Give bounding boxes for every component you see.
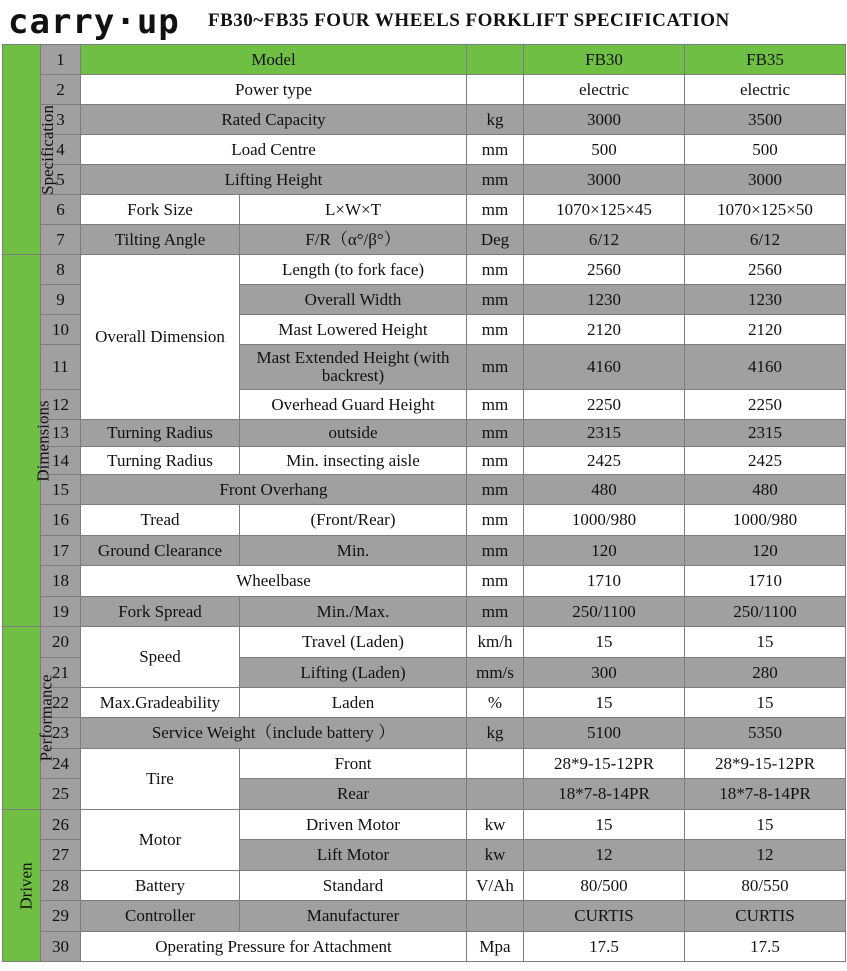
unit-cell: kg bbox=[467, 105, 524, 135]
row-number: 3 bbox=[41, 105, 81, 135]
unit-cell: mm bbox=[467, 505, 524, 536]
group-label: Speed bbox=[81, 627, 240, 688]
table-row bbox=[3, 105, 846, 135]
spec-label: Model bbox=[81, 45, 467, 75]
fb35-value: 18*7-8-14PR bbox=[685, 779, 846, 810]
row-number: 7 bbox=[41, 225, 81, 255]
row-number: 10 bbox=[41, 315, 81, 345]
table-row bbox=[3, 195, 846, 225]
spec-label: Ground Clearance bbox=[81, 536, 240, 566]
unit-cell: kw bbox=[467, 840, 524, 871]
section-label-driven: Driven bbox=[3, 810, 41, 962]
spec-sublabel: L×W×T bbox=[240, 195, 467, 225]
row-number: 16 bbox=[41, 505, 81, 536]
unit-cell: mm bbox=[467, 255, 524, 285]
unit-cell: mm bbox=[467, 390, 524, 420]
fb35-value: 4160 bbox=[685, 345, 846, 390]
unit-cell: mm bbox=[467, 135, 524, 165]
spec-label: Fork Spread bbox=[81, 597, 240, 627]
unit-cell: mm bbox=[467, 475, 524, 505]
row-number: 25 bbox=[41, 779, 81, 810]
fb30-value: 6/12 bbox=[524, 225, 685, 255]
fb30-value: 15 bbox=[524, 688, 685, 718]
spec-label: Fork Size bbox=[81, 195, 240, 225]
row-number: 6 bbox=[41, 195, 81, 225]
fb30-value: 1070×125×45 bbox=[524, 195, 685, 225]
row-number: 23 bbox=[41, 718, 81, 749]
group-label: Tire bbox=[81, 749, 240, 810]
fb30-value: 5100 bbox=[524, 718, 685, 749]
fb35-value: 1230 bbox=[685, 285, 846, 315]
table-row bbox=[3, 810, 846, 840]
spec-label: Operating Pressure for Attachment bbox=[81, 932, 467, 962]
unit-cell: mm bbox=[467, 165, 524, 195]
fb35-value: 250/1100 bbox=[685, 597, 846, 627]
unit-cell bbox=[467, 45, 524, 75]
spec-label: Tread bbox=[81, 505, 240, 536]
spec-sublabel: Min. bbox=[240, 536, 467, 566]
fb30-value: 1710 bbox=[524, 566, 685, 597]
fb30-value: 18*7-8-14PR bbox=[524, 779, 685, 810]
row-number: 27 bbox=[41, 840, 81, 871]
row-number: 22 bbox=[41, 688, 81, 718]
spec-sublabel: Length (to fork face) bbox=[240, 255, 467, 285]
fb35-value: 3500 bbox=[685, 105, 846, 135]
fb30-value: electric bbox=[524, 75, 685, 105]
unit-cell: mm bbox=[467, 597, 524, 627]
section-label-dimensions: Dimensions bbox=[3, 255, 41, 627]
fb35-value: 1000/980 bbox=[685, 505, 846, 536]
table-row bbox=[3, 597, 846, 627]
fb30-value: 120 bbox=[524, 536, 685, 566]
fb35-value: 12 bbox=[685, 840, 846, 871]
table-row bbox=[3, 505, 846, 536]
row-number: 5 bbox=[41, 165, 81, 195]
spec-sublabel: Min./Max. bbox=[240, 597, 467, 627]
section-label-specification: Specification bbox=[3, 45, 41, 255]
fb30-value: 3000 bbox=[524, 165, 685, 195]
spec-sublabel: Travel (Laden) bbox=[240, 627, 467, 658]
unit-cell: Mpa bbox=[467, 932, 524, 962]
row-number: 17 bbox=[41, 536, 81, 566]
fb35-value: 15 bbox=[685, 688, 846, 718]
row-number: 24 bbox=[41, 749, 81, 779]
fb35-value: 280 bbox=[685, 658, 846, 688]
spec-sublabel: Manufacturer bbox=[240, 901, 467, 932]
fb30-value: 1000/980 bbox=[524, 505, 685, 536]
fb30-value: 3000 bbox=[524, 105, 685, 135]
unit-cell: kw bbox=[467, 810, 524, 840]
table-row bbox=[3, 566, 846, 597]
spec-sublabel: Overall Width bbox=[240, 285, 467, 315]
table-row bbox=[3, 225, 846, 255]
fb35-value: 28*9-15-12PR bbox=[685, 749, 846, 779]
fb30-value: 12 bbox=[524, 840, 685, 871]
brand-logo: carry·up bbox=[8, 2, 180, 42]
fb35-value: 2425 bbox=[685, 447, 846, 475]
spec-table bbox=[2, 44, 846, 962]
fb35-value: 480 bbox=[685, 475, 846, 505]
spec-label: Controller bbox=[81, 901, 240, 932]
fb35-value: 80/550 bbox=[685, 871, 846, 901]
fb35-value: CURTIS bbox=[685, 901, 846, 932]
spec-sublabel: Driven Motor bbox=[240, 810, 467, 840]
spec-label: Wheelbase bbox=[81, 566, 467, 597]
fb35-value: 1070×125×50 bbox=[685, 195, 846, 225]
unit-cell: mm bbox=[467, 285, 524, 315]
table-row bbox=[3, 255, 846, 285]
table-row bbox=[3, 871, 846, 901]
fb30-value: 2120 bbox=[524, 315, 685, 345]
row-number: 18 bbox=[41, 566, 81, 597]
fb30-value: 15 bbox=[524, 810, 685, 840]
row-number: 28 bbox=[41, 871, 81, 901]
fb30-value: 2250 bbox=[524, 390, 685, 420]
spec-label: Turning Radius bbox=[81, 420, 240, 447]
fb30-value: 2425 bbox=[524, 447, 685, 475]
fb30-value: 300 bbox=[524, 658, 685, 688]
row-number: 1 bbox=[41, 45, 81, 75]
table-row bbox=[3, 718, 846, 749]
spec-label: Battery bbox=[81, 871, 240, 901]
unit-cell bbox=[467, 779, 524, 810]
unit-cell: Deg bbox=[467, 225, 524, 255]
unit-cell: mm bbox=[467, 345, 524, 390]
fb35-value: electric bbox=[685, 75, 846, 105]
spec-label: Lifting Height bbox=[81, 165, 467, 195]
table-row bbox=[3, 901, 846, 932]
unit-cell: mm bbox=[467, 566, 524, 597]
fb35-value: 3000 bbox=[685, 165, 846, 195]
row-number: 29 bbox=[41, 901, 81, 932]
row-number: 19 bbox=[41, 597, 81, 627]
unit-cell: % bbox=[467, 688, 524, 718]
table-row bbox=[3, 165, 846, 195]
row-number: 8 bbox=[41, 255, 81, 285]
spec-sublabel: F/R（α°/β°） bbox=[240, 225, 467, 255]
spec-sublabel: Min. insecting aisle bbox=[240, 447, 467, 475]
unit-cell bbox=[467, 749, 524, 779]
fb35-value: 15 bbox=[685, 810, 846, 840]
unit-cell: mm bbox=[467, 420, 524, 447]
section-label-performance: Performance bbox=[3, 627, 41, 810]
fb30-value: 28*9-15-12PR bbox=[524, 749, 685, 779]
row-number: 4 bbox=[41, 135, 81, 165]
spec-sublabel: Laden bbox=[240, 688, 467, 718]
row-number: 2 bbox=[41, 75, 81, 105]
unit-cell: mm bbox=[467, 447, 524, 475]
fb30-value: 2315 bbox=[524, 420, 685, 447]
row-number: 14 bbox=[41, 447, 81, 475]
spec-label: Max.Gradeability bbox=[81, 688, 240, 718]
fb30-value: 4160 bbox=[524, 345, 685, 390]
fb30-value: 1230 bbox=[524, 285, 685, 315]
unit-cell: mm bbox=[467, 536, 524, 566]
group-label: Overall Dimension bbox=[81, 255, 240, 420]
fb30-value: 2560 bbox=[524, 255, 685, 285]
fb35-value: 2250 bbox=[685, 390, 846, 420]
spec-sublabel: Standard bbox=[240, 871, 467, 901]
fb35-header: FB35 bbox=[685, 45, 846, 75]
unit-cell: km/h bbox=[467, 627, 524, 658]
fb35-value: 15 bbox=[685, 627, 846, 658]
table-row bbox=[3, 749, 846, 779]
table-row bbox=[3, 475, 846, 505]
table-row bbox=[3, 135, 846, 165]
unit-cell: mm bbox=[467, 195, 524, 225]
table-row bbox=[3, 627, 846, 658]
spec-sublabel: Mast Extended Height (with backrest) bbox=[240, 345, 467, 390]
table-row bbox=[3, 420, 846, 447]
table-row bbox=[3, 536, 846, 566]
fb30-value: 15 bbox=[524, 627, 685, 658]
spec-label: Rated Capacity bbox=[81, 105, 467, 135]
unit-cell: V/Ah bbox=[467, 871, 524, 901]
row-number: 11 bbox=[41, 345, 81, 390]
row-number: 30 bbox=[41, 932, 81, 962]
fb35-value: 17.5 bbox=[685, 932, 846, 962]
fb35-value: 120 bbox=[685, 536, 846, 566]
header bbox=[0, 0, 847, 44]
fb30-header: FB30 bbox=[524, 45, 685, 75]
spec-label: Front Overhang bbox=[81, 475, 467, 505]
row-number: 9 bbox=[41, 285, 81, 315]
row-number: 21 bbox=[41, 658, 81, 688]
fb30-value: 80/500 bbox=[524, 871, 685, 901]
table-row bbox=[3, 45, 846, 75]
fb35-value: 5350 bbox=[685, 718, 846, 749]
table-row bbox=[3, 447, 846, 475]
fb30-value: 500 bbox=[524, 135, 685, 165]
spec-label: Tilting Angle bbox=[81, 225, 240, 255]
spec-sublabel: outside bbox=[240, 420, 467, 447]
spec-label: Service Weight（include battery ） bbox=[81, 718, 467, 749]
fb35-value: 2315 bbox=[685, 420, 846, 447]
spec-sublabel: Front bbox=[240, 749, 467, 779]
fb35-value: 2560 bbox=[685, 255, 846, 285]
row-number: 15 bbox=[41, 475, 81, 505]
table-row bbox=[3, 688, 846, 718]
fb35-value: 500 bbox=[685, 135, 846, 165]
row-number: 13 bbox=[41, 420, 81, 447]
fb30-value: CURTIS bbox=[524, 901, 685, 932]
row-number: 20 bbox=[41, 627, 81, 658]
spec-label: Power type bbox=[81, 75, 467, 105]
spec-sublabel: Lifting (Laden) bbox=[240, 658, 467, 688]
unit-cell bbox=[467, 75, 524, 105]
fb35-value: 6/12 bbox=[685, 225, 846, 255]
fb30-value: 250/1100 bbox=[524, 597, 685, 627]
spec-label: Load Centre bbox=[81, 135, 467, 165]
spec-sublabel: Rear bbox=[240, 779, 467, 810]
row-number: 26 bbox=[41, 810, 81, 840]
fb30-value: 17.5 bbox=[524, 932, 685, 962]
document-title: FB30~FB35 FOUR WHEELS FORKLIFT SPECIFICATION bbox=[208, 10, 730, 31]
unit-cell: kg bbox=[467, 718, 524, 749]
spec-sublabel: (Front/Rear) bbox=[240, 505, 467, 536]
spec-sublabel: Lift Motor bbox=[240, 840, 467, 871]
spec-sublabel: Mast Lowered Height bbox=[240, 315, 467, 345]
fb30-value: 480 bbox=[524, 475, 685, 505]
spec-label: Turning Radius bbox=[81, 447, 240, 475]
row-number: 12 bbox=[41, 390, 81, 420]
fb35-value: 2120 bbox=[685, 315, 846, 345]
group-label: Motor bbox=[81, 810, 240, 871]
table-row bbox=[3, 75, 846, 105]
unit-cell: mm bbox=[467, 315, 524, 345]
unit-cell: mm/s bbox=[467, 658, 524, 688]
unit-cell bbox=[467, 901, 524, 932]
table-row bbox=[3, 932, 846, 962]
spec-sublabel: Overhead Guard Height bbox=[240, 390, 467, 420]
fb35-value: 1710 bbox=[685, 566, 846, 597]
